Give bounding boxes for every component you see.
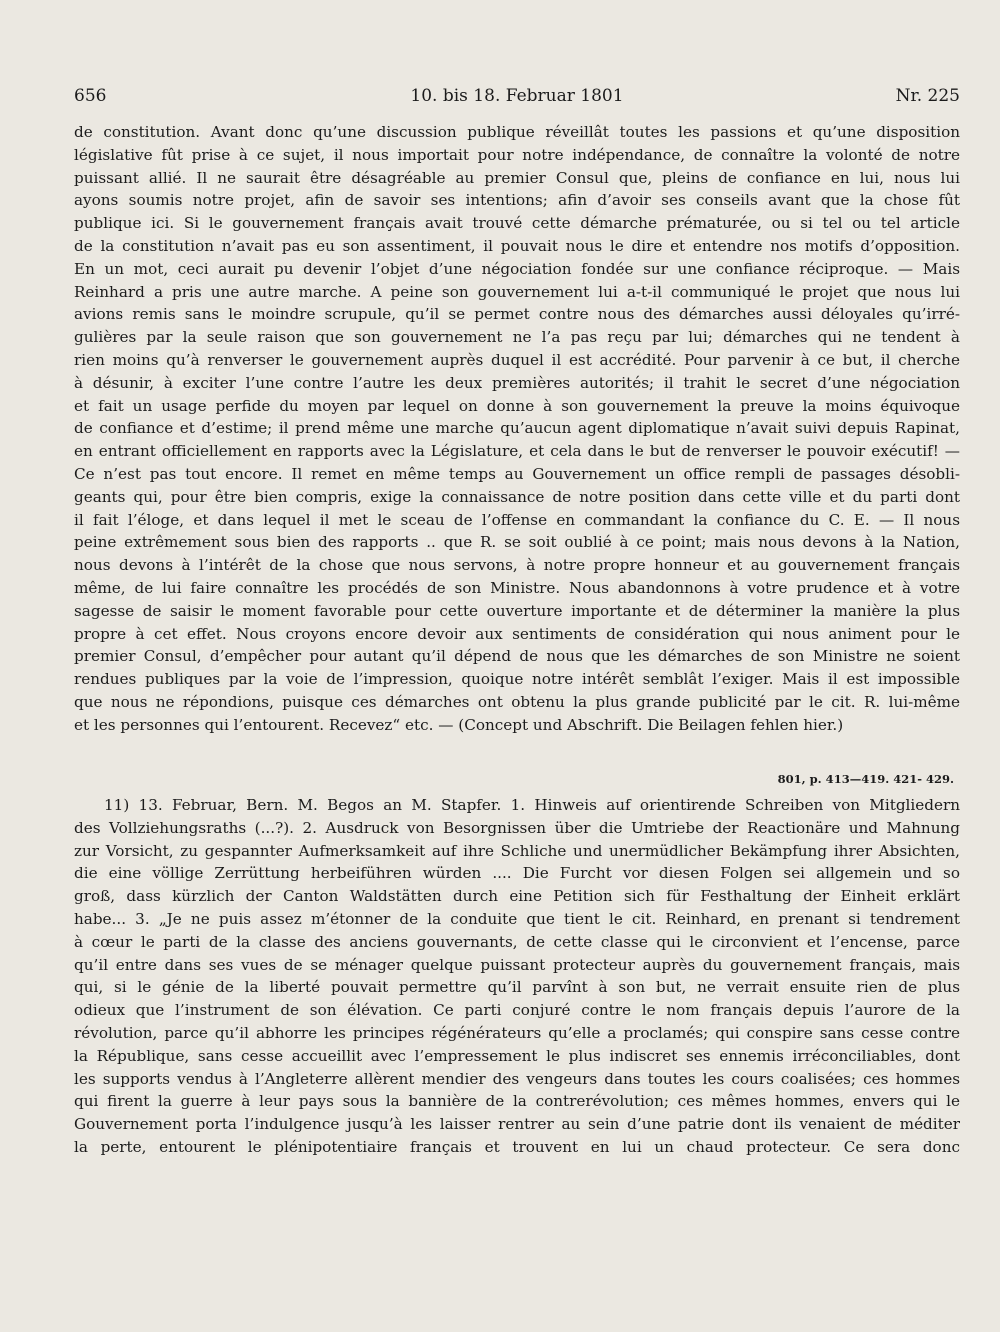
text-line: puissant allié. Il ne saurait être désagréable au premier Consul que, pleins de confiance en lui, nous lui [74, 168, 960, 187]
text-line: Gouvernement porta l’indulgence jusqu’à les laisser rentrer au sein d’une patrie dont ils venaient de méditer [74, 1115, 960, 1134]
source-reference: 801, p. 413—419. 421- 429. [777, 772, 954, 786]
text-line: zur Vorsicht, zu gespannter Aufmerksamkeit auf ihre Schliche und unermüdlicher Bekämpfung ihrer Absichten, [74, 841, 960, 860]
text-line: législative fût prise à ce sujet, il nous importait pour notre indépendance, de connaître la volonté de notre [74, 145, 960, 164]
text-line: de confiance et d’estime; il prend même une marche qu’aucun agent diplomatique n’avait suivi depuis Rapinat, [74, 419, 960, 438]
text-line: gulières par la seule raison que son gouvernement ne l’a pas reçu par lui; démarches qui ne tendent à [74, 328, 960, 347]
text-line: de constitution. Avant donc qu’une discussion publique réveillât toutes les passions et qu’une disposition [74, 123, 960, 141]
text-line: rendues publiques par la voie de l’impression, quoique notre intérêt semblât l’exiger. Mais il est impossible [74, 670, 960, 689]
summary-paragraph [74, 794, 960, 1159]
text-line: ayons soumis notre projet, afin de savoir ses intentions; afin d’avoir ses conseils avant que la chose fût [74, 191, 960, 210]
text-line: même, de lui faire connaître les procédés de son Ministre. Nous abandonnons à votre prudence et à votre [74, 578, 960, 597]
text-line: die eine völlige Zerrüttung herbeiführen würden .... Die Furcht vor diesen Folgen sei allgemein und so [74, 864, 960, 883]
text-line: et fait un usage perfide du moyen par lequel on donne à son gouvernement la preuve la moins équivoque [74, 396, 960, 415]
text-line: qui, si le génie de la liberté pouvait permettre qu’il parvînt à son but, ne verrait ensuite rien de plus [74, 978, 960, 997]
text-line: les supports vendus à l’Angleterre allèrent mendier des vengeurs dans toutes les cours coalisées; ces hommes [74, 1069, 960, 1088]
text-line: la perte, entourent le plénipotentiaire français et trouvent en lui un chaud protecteur. Ce sera donc [74, 1137, 960, 1156]
text-line: à désunir, à exciter l’une contre l’autre les deux premières autorités; il trahit le secret d’une négociation [74, 373, 960, 392]
page-number: 656 [74, 86, 107, 106]
text-line: la République, sans cesse accueillit avec l’empressement le plus indiscret ses ennemis irréconciliables, dont [74, 1046, 960, 1065]
text-line: qui firent la guerre à leur pays sous la bannière de la contrerévolution; ces mêmes hommes, envers qui le [74, 1092, 960, 1111]
text-line: il fait l’éloge, et dans lequel il met le sceau de l’offense en commandant la confiance du C. E. — Il nous [74, 510, 960, 529]
text-line: publique ici. Si le gouvernement français avait trouvé cette démarche prématurée, ou si tel ou tel article [74, 214, 960, 233]
text-line: des Vollziehungsraths (...?). 2. Ausdruck von Besorgnissen über die Umtriebe der Reactionäre und Mahnung [74, 818, 960, 837]
text-line: geants qui, pour être bien compris, exige la connaissance de notre position dans cette ville et du parti dont [74, 487, 960, 506]
text-line: avions remis sans le moindre scrupule, qu’il se permet contre nous des démarches aussi déloyales qu’irré- [74, 305, 960, 324]
text-line: groß, dass kürzlich der Canton Waldstätten durch eine Petition sich für Festhaltung der Einheit erklärt [74, 887, 960, 906]
text-line: premier Consul, d’empêcher pour autant qu’il dépend de nous que les démarches de son Ministre ne soient [74, 647, 960, 666]
text-line: en entrant officiellement en rapports avec la Législature, et cela dans le but de renverser le pouvoir exécutif! — [74, 442, 960, 461]
text-line: Ce n’est pas tout encore. Il remet en même temps au Gouvernement un office rempli de passages désobli- [74, 464, 960, 483]
text-line: En un mot, ceci aurait pu devenir l’objet d’une négociation fondée sur une confiance réciproque. — Mais [74, 259, 960, 278]
text-line: rien moins qu’à renverser le gouvernement auprès duquel il est accrédité. Pour parvenir à ce but, il cherche [74, 350, 960, 369]
text-line: et les personnes qui l’entourent. Recevez“ etc. — (Concept und Abschrift. Die Beilagen fehlen hier.) [74, 715, 844, 734]
document-number: Nr. 225 [895, 86, 960, 106]
running-header [74, 86, 960, 112]
text-line: odieux que l’instrument de son élévation. Ce parti conjuré contre le nom français depuis l’aurore de la [74, 1001, 960, 1020]
header-date-range: 10. bis 18. Februar 1801 [410, 86, 624, 106]
text-line: peine extrêmement sous bien des rapports .. que R. se soit oublié à ce point; mais nous devons à la Nation, [74, 533, 960, 552]
text-line: sagesse de saisir le moment favorable pour cette ouverture importante et de déterminer la manière la plus [74, 601, 960, 620]
text-line: que nous ne répondions, puisque ces démarches ont obtenu la plus grande publicité par le cit. R. lui-même [74, 692, 960, 711]
text-line: révolution, parce qu’il abhorre les principes régénérateurs qu’elle a proclamés; qui conspire sans cesse contre [74, 1023, 960, 1042]
text-line: qu’il entre dans ses vues de se ménager quelque puissant protecteur auprès du gouvernement français, mais [74, 955, 960, 974]
text-line: habe... 3. „Je ne puis assez m’étonner de la conduite que tient le cit. Reinhard, en prenant si tendrement [74, 909, 960, 928]
text-line: nous devons à l’intérêt de la chose que nous servons, à notre propre honneur et au gouvernement français [74, 556, 960, 575]
text-line: Reinhard a pris une autre marche. A peine son gouvernement lui a-t-il communiqué le projet que nous lui [74, 282, 960, 301]
text-line: de la constitution n’avait pas eu son assentiment, il pouvait nous le dire et entendre nos motifs d’opposition. [74, 236, 960, 255]
text-line: 11) 13. Februar, Bern. M. Begos an M. Stapfer. 1. Hinweis auf orientirende Schreiben von Mitgliedern [104, 796, 960, 814]
letter-paragraph [74, 121, 960, 737]
text-line: à cœur le parti de la classe des anciens gouvernants, de cette classe qui le circonvient et l’encense, parce [74, 932, 960, 951]
text-line: propre à cet effet. Nous croyons encore devoir aux sentiments de considération qui nous animent pour le [74, 624, 960, 643]
